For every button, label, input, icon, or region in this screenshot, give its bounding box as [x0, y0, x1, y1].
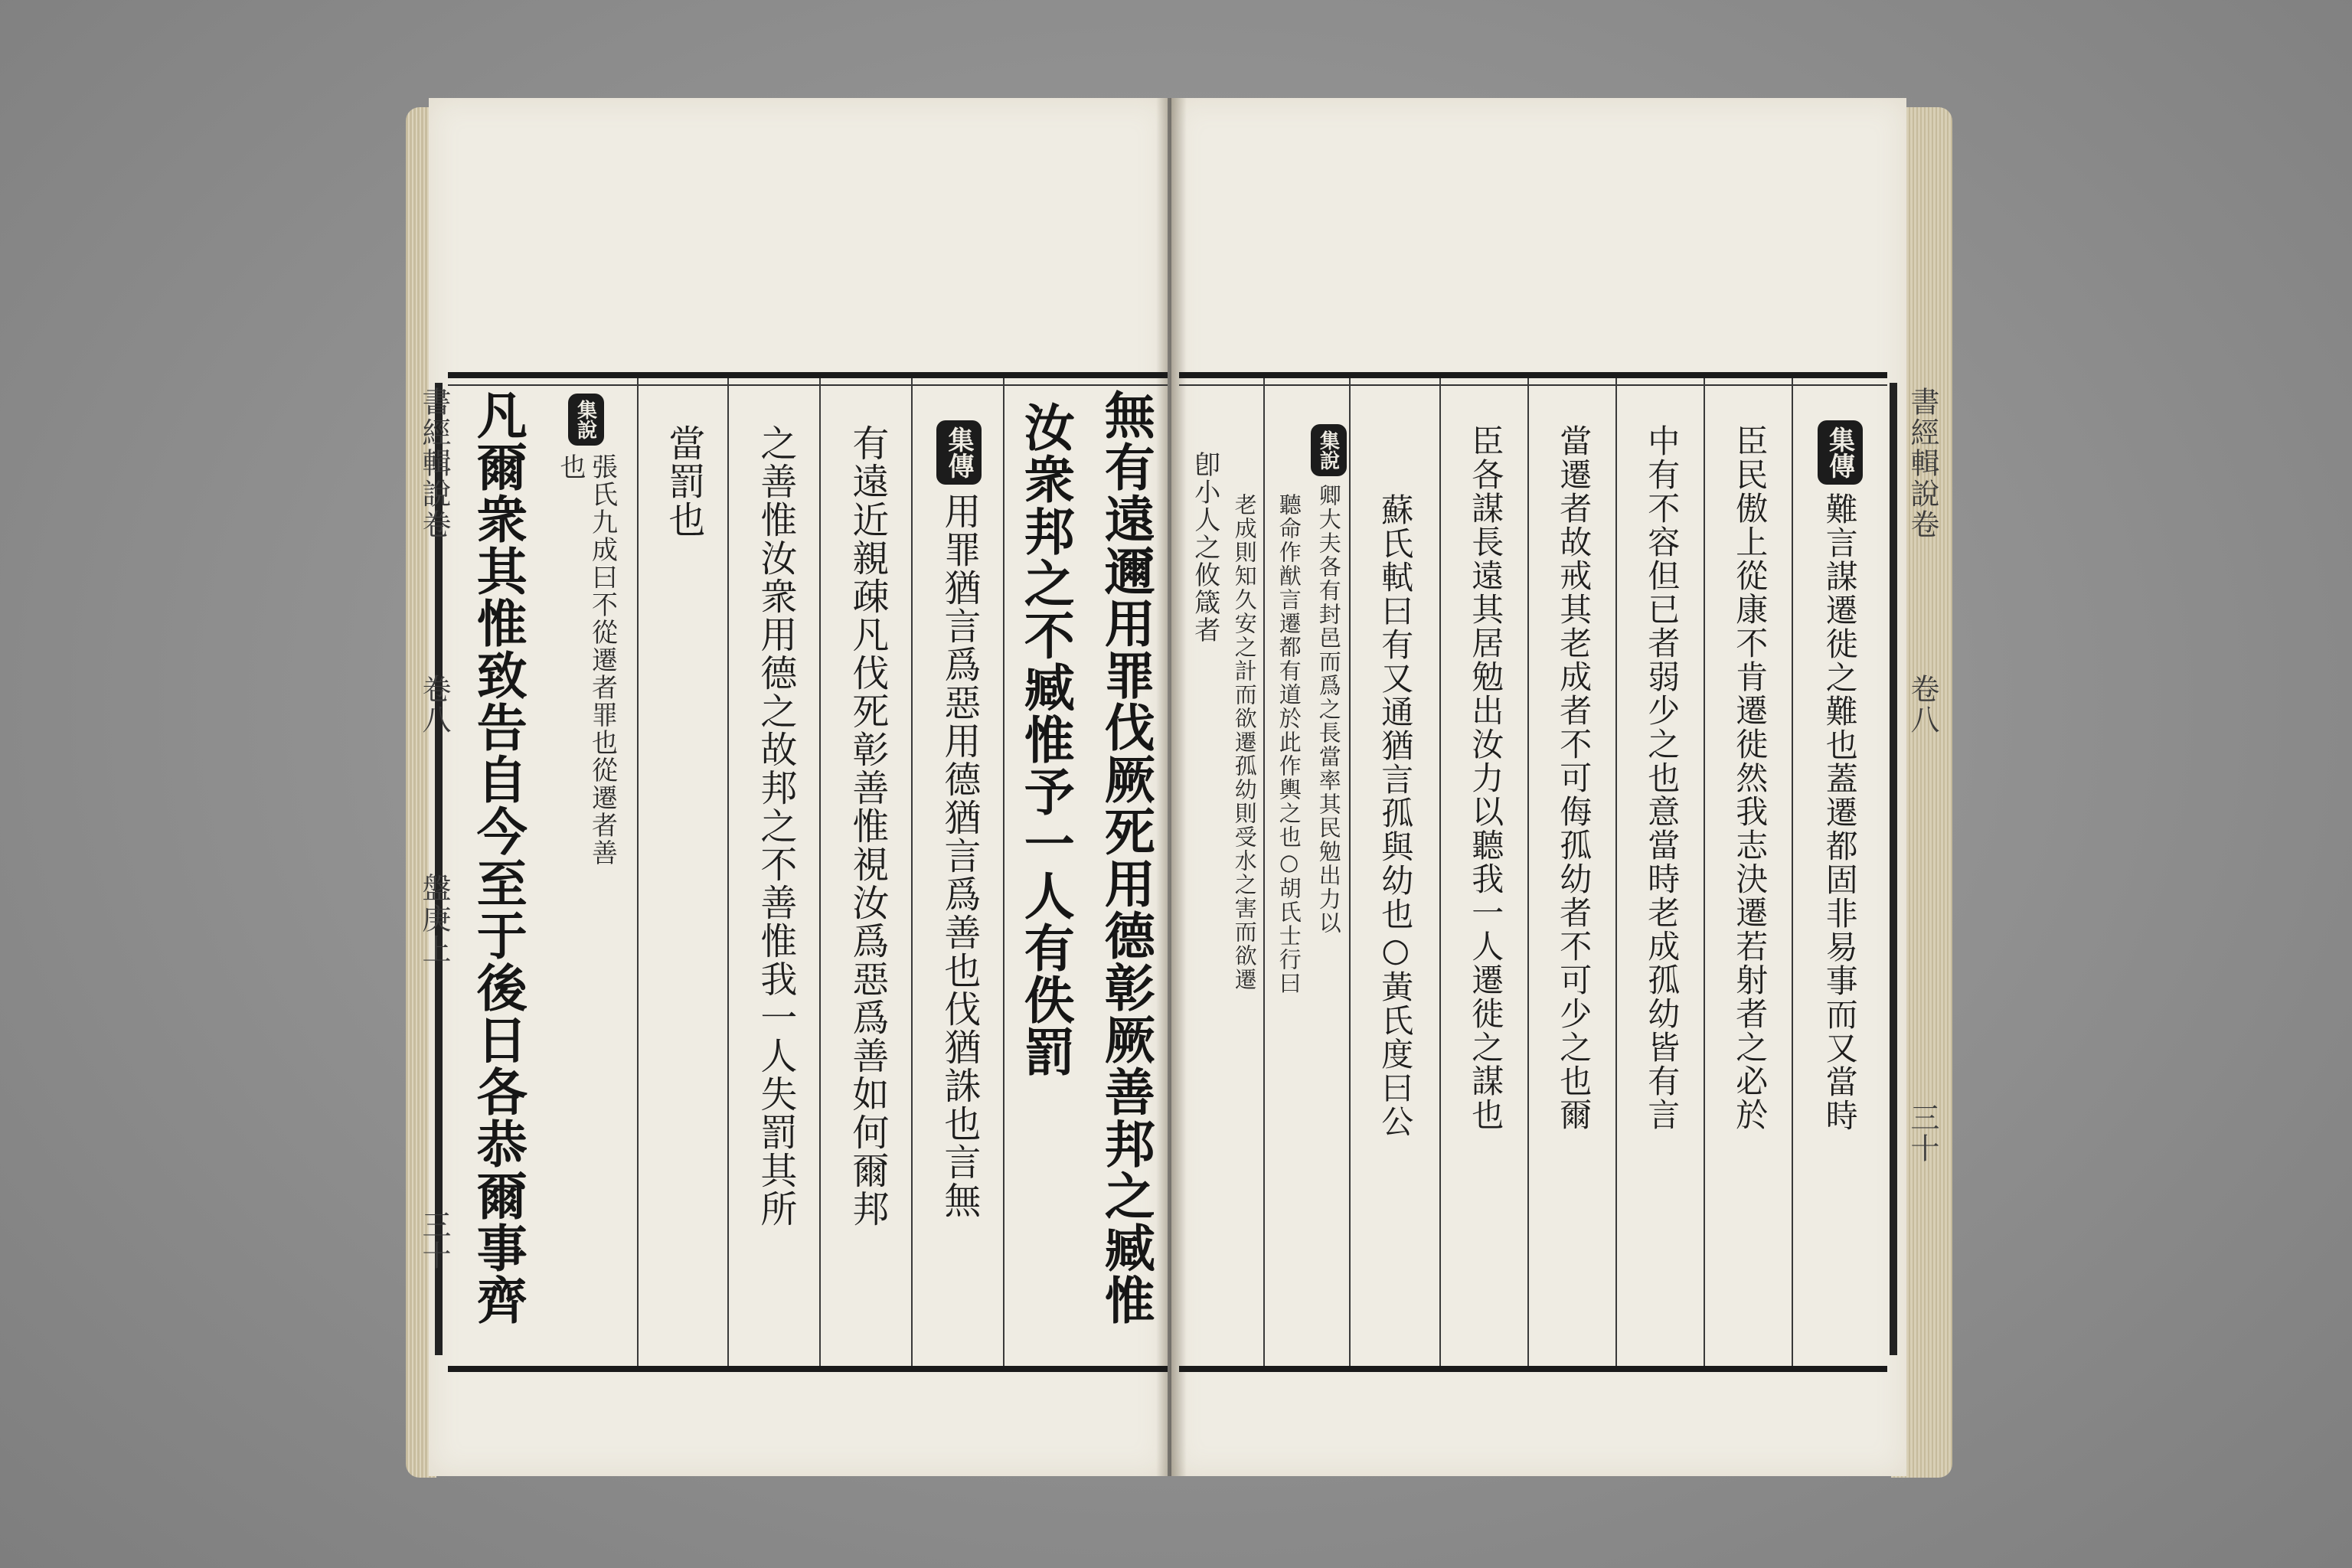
- commentary-text: 有遠近親疎凡伐死彰善惟視汝爲惡爲善如何爾邦: [845, 424, 889, 1228]
- main-text: 凡爾衆其惟致告自今至于後日各恭爾事齊: [468, 389, 528, 1326]
- commentary-text: 聽命作猷言遷都有道於此作輿之也○胡氏士行曰: [1276, 493, 1302, 995]
- left-margin-volume: 卷八: [417, 674, 451, 735]
- right-col-7: [1534, 378, 1614, 1366]
- seal-jizhuan: 集傳: [936, 420, 982, 485]
- left-col-5: [827, 378, 907, 1366]
- commentary-text: 張氏九成曰不從遷者罪也從遷者善也: [555, 453, 618, 867]
- main-text: 汝衆邦之不臧惟予一人有佚罰: [1015, 401, 1076, 1078]
- commentary-text: 當罰也: [662, 424, 705, 539]
- right-col-8: [1622, 378, 1702, 1366]
- right-col-6: [1446, 378, 1526, 1366]
- seal-jishuo: 集說: [568, 394, 604, 446]
- left-col-7: [1011, 378, 1080, 1366]
- right-col-5: [1355, 378, 1436, 1366]
- left-col-6: [919, 378, 999, 1366]
- right-col-4: [1309, 378, 1348, 1366]
- commentary-text: 用罪猶言爲惡用德猶言爲善也伐猶誅也言無: [937, 492, 981, 1220]
- right-margin-volume: 卷八: [1906, 674, 1939, 735]
- left-margin-chapter: 盤庚上: [417, 873, 451, 965]
- commentary-text: 蘇氏軾曰有又通猶言孤與幼也○黃氏度曰公: [1377, 493, 1415, 1138]
- left-margin-page: 三十: [417, 1210, 451, 1271]
- commentary-text: 臣各謀長遠其居勉出汝力以聽我一人遷徙之謀也: [1467, 424, 1505, 1132]
- right-col-2: [1225, 378, 1263, 1366]
- left-col-3: [643, 378, 724, 1366]
- seal-jizhuan: 集傳: [1818, 420, 1863, 485]
- left-col-8: [1087, 378, 1164, 1366]
- commentary-text: 中有不容但已者弱少之也意當時老成孤幼皆有言: [1643, 424, 1681, 1132]
- commentary-text: 卽小人之攸箴者: [1189, 451, 1220, 644]
- left-col-1: [463, 378, 532, 1366]
- right-col-3: [1269, 378, 1308, 1366]
- right-margin-title: 書經輯說卷: [1906, 387, 1939, 540]
- right-col-1: [1185, 378, 1223, 1366]
- commentary-text: 難言謀遷徙之難也蓋遷都固非易事而又當時: [1821, 492, 1859, 1132]
- commentary-text: 當遷者故戒其老成者不可侮孤幼者不可少之也爾: [1555, 424, 1593, 1132]
- commentary-text: 之善惟汝衆用德之故邦之不善惟我一人失罰其所: [753, 424, 797, 1228]
- right-col-10: [1798, 378, 1882, 1366]
- left-margin-title: 書經輯說卷: [417, 387, 451, 540]
- commentary-text: 臣民傲上從康不肯遷徙然我志決遷若射者之必於: [1731, 424, 1769, 1132]
- right-col-9: [1710, 378, 1790, 1366]
- left-text-frame: [448, 372, 1168, 1372]
- main-text: 無有遠邇用罪伐厥死用德彰厥善邦之臧惟: [1096, 389, 1156, 1326]
- left-col-4: [735, 378, 815, 1366]
- right-text-frame: [1179, 372, 1887, 1372]
- right-margin-rule: [1890, 383, 1897, 1355]
- right-margin-page: 三十: [1906, 1102, 1939, 1164]
- commentary-text: 老成則知久安之計而欲遷孤幼則受水之害而欲遷: [1231, 493, 1258, 991]
- left-col-2: [540, 378, 632, 1366]
- commentary-text: 卿大夫各有封邑而爲之長當率其民勉出力以: [1315, 484, 1342, 935]
- seal-jishuo: 集說: [1311, 424, 1347, 476]
